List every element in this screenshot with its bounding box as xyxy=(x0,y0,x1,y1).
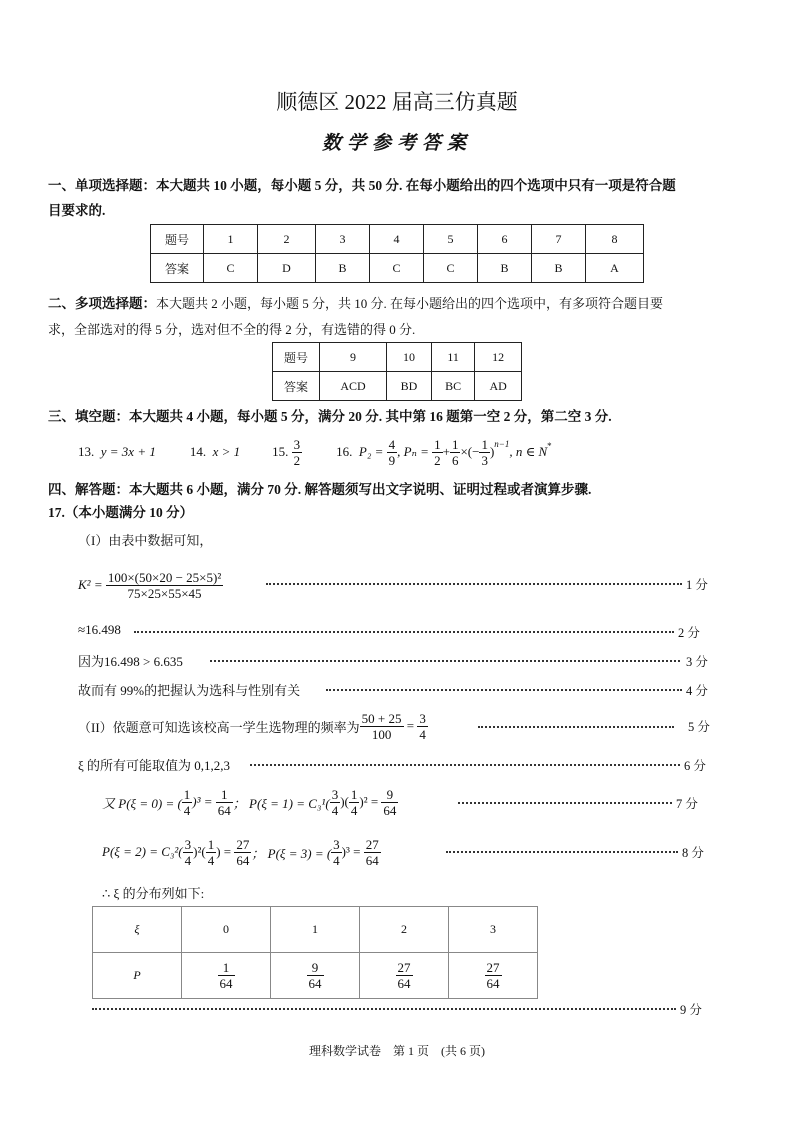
frac-num: 1 xyxy=(481,436,488,452)
table-row xyxy=(93,907,538,953)
answer-cell: ACD xyxy=(320,372,387,401)
leader-dots xyxy=(446,851,678,853)
leader-dots xyxy=(210,660,680,662)
row-label: 题号 xyxy=(151,225,204,254)
section2-heading-rest: 本大题共 2 小题，每小题 5 分，共 10 分. 在每小题给出的四个选项中，有多项符合题目要 xyxy=(156,296,664,311)
frac-num: 27 xyxy=(486,960,500,975)
prob-cell xyxy=(449,953,538,999)
frac-den: 4 xyxy=(350,802,358,818)
xi-value: 3 xyxy=(449,907,538,953)
score-label: 7 分 xyxy=(676,797,698,811)
k2-fraction xyxy=(106,570,223,601)
frac-num: 1 xyxy=(216,787,233,803)
k2-formula xyxy=(78,565,223,605)
answer-cell: C xyxy=(369,254,423,283)
question-number: 8 xyxy=(586,225,644,254)
frac-den: 4 xyxy=(207,852,215,868)
prob-cell xyxy=(271,953,360,999)
frac-num: 4 xyxy=(388,436,396,452)
frac-1-4 xyxy=(182,787,193,818)
frac-num: 9 xyxy=(381,787,398,803)
k2-den: 75×25×55×45 xyxy=(127,585,202,601)
frac-3-4 xyxy=(330,787,341,818)
q16-label: 16. xyxy=(336,444,353,459)
section2-answer-table xyxy=(272,342,522,401)
question-number: 10 xyxy=(387,343,432,372)
answer-cell: B xyxy=(478,254,532,283)
leader-dots xyxy=(326,689,682,691)
section2-heading: 二、多项选择题： xyxy=(48,296,156,311)
frac-27-64 xyxy=(364,837,381,868)
question-number: 2 xyxy=(258,225,316,254)
frac-num: 27 xyxy=(397,960,411,975)
freq-den: 100 xyxy=(371,726,392,742)
question-number: 4 xyxy=(369,225,423,254)
frac-den: 64 xyxy=(308,976,322,991)
frac-den: 64 xyxy=(397,976,411,991)
conclusion-line: 故而有 99%的把握认为选科与性别有关 xyxy=(78,683,301,698)
q16-c-fraction xyxy=(479,437,490,468)
section1-heading: 一、单项选择题：本大题共 10 小题，每小题 5 分，共 50 分. 在每小题给出的四个选项中只有一项是符合题 xyxy=(48,178,676,193)
frac-9-64 xyxy=(381,787,398,818)
q16-exponent: n−1 xyxy=(494,439,510,449)
row-label: 题号 xyxy=(273,343,320,372)
table-row xyxy=(151,254,644,283)
frac-num: 1 xyxy=(350,786,358,802)
question-number: 12 xyxy=(475,343,522,372)
question-number: 5 xyxy=(423,225,477,254)
answer-cell: C xyxy=(204,254,258,283)
row-label: 答案 xyxy=(151,254,204,283)
xi-value: 0 xyxy=(182,907,271,953)
frac-1-64 xyxy=(216,787,233,818)
frac-den: 64 xyxy=(219,976,233,991)
frac-den: 64 xyxy=(383,802,397,818)
frac-3-4 xyxy=(331,837,342,868)
k2-lhs: K² = xyxy=(78,577,103,592)
page-subtitle: 数学参考答案 xyxy=(321,133,472,154)
distribution-table xyxy=(92,906,538,999)
frac-den: 2 xyxy=(434,452,441,468)
question-number: 9 xyxy=(320,343,387,372)
xi-value: 1 xyxy=(271,907,360,953)
frac-num: 3 xyxy=(331,786,339,802)
row-label: P xyxy=(93,953,182,999)
leader-dots xyxy=(458,802,672,804)
question-number: 7 xyxy=(532,225,586,254)
answer-cell: BC xyxy=(432,372,475,401)
part2-frequency xyxy=(78,706,428,746)
score-label: 2 分 xyxy=(678,626,700,640)
answer-cell: A xyxy=(586,254,644,283)
score-label: 4 分 xyxy=(686,684,708,698)
leader-dots xyxy=(266,583,682,585)
row-label: 答案 xyxy=(273,372,320,401)
q16-p2-fraction xyxy=(387,437,398,468)
freq-result-fraction xyxy=(417,711,428,742)
frac-den: 4 xyxy=(331,802,339,818)
xi-value: 2 xyxy=(360,907,449,953)
q14-label: 14. xyxy=(189,444,207,459)
k2-num: 100×(50×20 − 25×5)² xyxy=(107,569,222,585)
part1-intro: （I）由表中数据可知， xyxy=(78,533,213,548)
frac-27-64 xyxy=(234,837,251,868)
q15-label: 15. xyxy=(272,444,289,459)
frac-1-4 xyxy=(349,787,360,818)
p0-p1-line: 又 P(ξ = 0) = ( $\frac{1}{4}$ )³ = $\frac{1}{64}$ ； P(ξ = 1) = C₃¹( $\frac{3}{4}$ )( $\frac{1}{4}$ )² = $\frac{9}{64}$ xyxy=(102,786,397,818)
values-line: ξ 的所有可能取值为 0,1,2,3 xyxy=(78,758,231,773)
leader-dots xyxy=(134,631,674,633)
frac-den: 9 xyxy=(388,452,396,468)
frac-den: 3 xyxy=(481,452,488,468)
p2-text: P(ξ = 2) = C₃²( xyxy=(102,844,183,859)
section4-heading: 四、解答题：本大题共 6 小题，满分 70 分. 解答题须写出文字说明、证明过程或者演算步骤. xyxy=(48,482,592,497)
q16-a-fraction xyxy=(432,437,443,468)
p2-p3-line: P(ξ = 2) = C₃²( $\frac{3}{4}$ )²( $\frac{1}{4}$ ) = $\frac{27}{64}$ ； P(ξ = 3) = ( $\frac{3}{4}$ )³ = $\frac{27}{64}$ xyxy=(102,836,379,868)
frac-num: 3 xyxy=(333,836,340,852)
q16-p2: P₂ = xyxy=(358,444,384,459)
table-row xyxy=(273,372,522,401)
frac-num: 27 xyxy=(365,836,379,852)
p0-text: 又 P(ξ = 0) = ( xyxy=(102,795,182,811)
q16-pn: , Pₙ = xyxy=(397,444,429,459)
section1-heading-cont: 目要求的. xyxy=(48,203,106,218)
frac-num: 1 xyxy=(207,836,215,852)
freq-num: 50 + 25 xyxy=(361,710,402,726)
p3-text: ； P(ξ = 3) = ( xyxy=(251,845,332,861)
dist-intro: ∴ ξ 的分布列如下: xyxy=(102,886,205,901)
score-label: 3 分 xyxy=(686,655,708,669)
q17-title: 17.（本小题满分 10 分） xyxy=(48,505,194,520)
approx-line: ≈16.498 xyxy=(78,622,121,637)
page-footer: 理科数学试卷 第 1 页 (共 6 页) xyxy=(309,1044,485,1058)
section1-answer-table xyxy=(150,224,644,283)
frac-3-4 xyxy=(183,837,194,868)
frac-num: 1 xyxy=(434,436,441,452)
frac-den: 4 xyxy=(419,726,426,742)
frac-den: 4 xyxy=(184,852,192,868)
frac-1-4 xyxy=(206,837,217,868)
answer-cell: D xyxy=(258,254,316,283)
table-row xyxy=(273,343,522,372)
q13-label: 13. xyxy=(78,444,95,459)
q13-answer: y = 3x + 1 xyxy=(100,444,156,459)
answer-cell: C xyxy=(423,254,477,283)
frac-den: 6 xyxy=(451,452,459,468)
frac-den: 4 xyxy=(333,852,340,868)
part2-intro: （II）依题意可知选该校高一学生选物理的频率为 xyxy=(78,719,360,735)
q15-fraction xyxy=(292,437,303,468)
question-number: 6 xyxy=(478,225,532,254)
question-number: 1 xyxy=(204,225,258,254)
score-label: 1 分 xyxy=(686,578,708,592)
q15-num: 3 xyxy=(293,436,301,452)
score-label: 8 分 xyxy=(682,846,704,860)
section2-heading-cont: 求，全部选对的得 5 分，选对但不全的得 2 分，有选错的得 0 分. xyxy=(48,322,416,337)
frac-den: 64 xyxy=(236,852,250,868)
freq-fraction xyxy=(360,711,404,742)
score-label: 5 分 xyxy=(688,720,710,734)
frac-den: 64 xyxy=(217,802,231,818)
answer-cell: B xyxy=(315,254,369,283)
frac-num: 27 xyxy=(236,836,250,852)
because-line: 因为16.498 > 6.635 xyxy=(78,654,183,669)
page-title: 顺德区 2022 届高三仿真题 xyxy=(276,90,518,114)
answer-cell: AD xyxy=(475,372,522,401)
table-row xyxy=(151,225,644,254)
table-row xyxy=(93,953,538,999)
q14-answer: x > 1 xyxy=(212,444,241,459)
equals: = xyxy=(406,718,415,733)
score-label: 9 分 xyxy=(680,1003,702,1017)
frac-num: 1 xyxy=(183,786,191,802)
frac-num: 9 xyxy=(307,960,324,976)
leader-dots xyxy=(250,764,680,766)
q16-tail: , n ∈ N xyxy=(509,444,548,459)
frac-den: 4 xyxy=(183,802,191,818)
answer-cell: B xyxy=(532,254,586,283)
row-label: ξ xyxy=(93,907,182,953)
answer-cell: BD xyxy=(387,372,432,401)
frac-num: 1 xyxy=(451,436,459,452)
q15-den: 2 xyxy=(293,452,301,468)
frac-num: 1 xyxy=(218,960,235,976)
frac-num: 3 xyxy=(184,836,192,852)
section3-heading: 三、填空题：本大题共 4 小题，每小题 5 分，满分 20 分. 其中第 16 题第一空 2 分，第二空 3 分. xyxy=(48,409,612,424)
prob-cell xyxy=(360,953,449,999)
q16-star: * xyxy=(547,441,552,451)
prob-cell xyxy=(182,953,271,999)
question-number: 3 xyxy=(315,225,369,254)
frac-den: 64 xyxy=(365,852,379,868)
leader-dots xyxy=(92,1008,676,1010)
leader-dots xyxy=(478,726,674,728)
q16-b-fraction xyxy=(450,437,461,468)
frac-den: 64 xyxy=(486,976,500,991)
fill-in-answers: 13. y = 3x + 1 14. x > 1 15. $\frac{3}{2}$ 16. P₂ = $\frac{4}{9}$ , Pₙ = $\frac{1}{2}$ + $\frac{1}{6}$ ×(− $\frac{1}{3}$ ) $^{n-1}$ , n ∈ N * xyxy=(78,436,552,468)
question-number: 11 xyxy=(432,343,475,372)
p1-text: ； P(ξ = 1) = C₃¹( xyxy=(232,795,330,811)
section2-heading-line xyxy=(48,292,663,312)
frac-num: 3 xyxy=(419,710,426,726)
score-label: 6 分 xyxy=(684,759,706,773)
p0-mid: )³ = xyxy=(192,794,213,809)
